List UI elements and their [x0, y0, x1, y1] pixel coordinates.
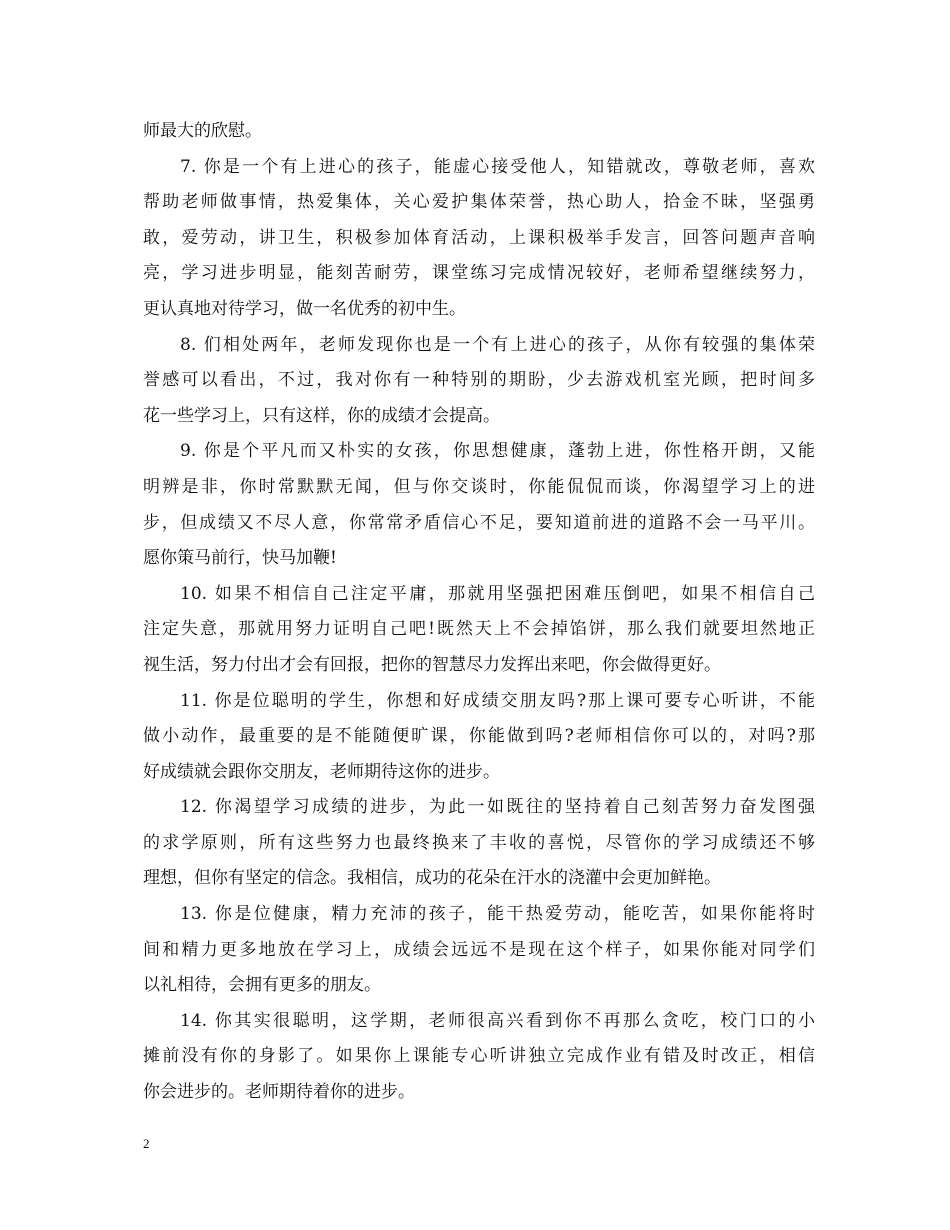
text-line: 以礼相待，会拥有更多的朋友。 [143, 975, 381, 996]
text-line: 花一些学习上，只有这样，你的成绩才会提高。 [143, 405, 500, 426]
text-line: 11. 你是位聪明的学生，你想和好成绩交朋友吗?那上课可要专心听讲，不能 [180, 690, 815, 711]
text-line: 视生活，努力付出才会有回报，把你的智慧尽力发挥出来吧，你会做得更好。 [143, 654, 721, 675]
text-line: 14. 你其实很聪明，这学期，老师很高兴看到你不再那么贪吃，校门口的小 [180, 1010, 815, 1031]
text-line: 13. 你是位健康，精力充沛的孩子，能干热爱劳动，能吃苦，如果你能将时 [180, 904, 815, 925]
text-line: 摊前没有你的身影了。如果你上课能专心听讲独立完成作业有错及时改正，相信 [143, 1046, 815, 1067]
text-line: 敢，爱劳动，讲卫生，积极参加体育活动，上课积极举手发言，回答问题声音响 [143, 227, 815, 248]
text-line: 亮，学习进步明显，能刻苦耐劳，课堂练习完成情况较好，老师希望继续努力， [143, 263, 815, 284]
text-line: 做小动作，最重要的是不能随便旷课，你能做到吗?老师相信你可以的，对吗?那 [143, 726, 815, 747]
text-line: 帮助老师做事情，热爱集体，关心爱护集体荣誉，热心助人，拾金不昧，坚强勇 [143, 192, 815, 213]
text-line: 你会进步的。老师期待着你的进步。 [143, 1082, 415, 1103]
text-line: 10. 如果不相信自己注定平庸，那就用坚强把困难压倒吧，如果不相信自己 [180, 583, 815, 604]
text-line: 明辨是非，你时常默默无闻，但与你交谈时，你能侃侃而谈，你渴望学习上的进 [143, 476, 815, 497]
document-body [143, 114, 815, 1111]
text-line: 好成绩就会跟你交朋友，老师期待这你的进步。 [143, 761, 500, 782]
text-line: 理想，但你有坚定的信念。我相信，成功的花朵在汗水的浇灌中会更加鲜艳。 [143, 868, 721, 889]
text-line: 7. 你是一个有上进心的孩子，能虚心接受他人，知错就改，尊敬老师，喜欢 [180, 156, 815, 177]
text-line: 誉感可以看出，不过，我对你有一种特别的期盼，少去游戏机室光顾，把时间多 [143, 370, 815, 391]
text-line: 注定失意，那就用努力证明自己吧!既然天上不会掉馅饼，那么我们就要坦然地正 [143, 619, 815, 640]
text-line: 步，但成绩又不尽人意，你常常矛盾信心不足，要知道前进的道路不会一马平川。 [143, 512, 815, 533]
text-line: 9. 你是个平凡而又朴实的女孩，你思想健康，蓬勃上进，你性格开朗，又能 [180, 441, 815, 462]
text-line: 的求学原则，所有这些努力也最终换来了丰收的喜悦，尽管你的学习成绩还不够 [143, 832, 815, 853]
page-number: 2 [143, 1136, 150, 1151]
text-line: 12. 你渴望学习成绩的进步，为此一如既往的坚持着自己刻苦努力奋发图强 [180, 797, 815, 818]
text-line: 愿你策马前行，快马加鞭! [143, 548, 337, 569]
text-line: 更认真地对待学习，做一名优秀的初中生。 [143, 298, 466, 319]
text-line: 8. 们相处两年，老师发现你也是一个有上进心的孩子，从你有较强的集体荣 [180, 334, 815, 355]
text-line: 师最大的欣慰。 [143, 121, 262, 141]
text-line: 间和精力更多地放在学习上，成绩会远远不是现在这个样子，如果你能对同学们 [143, 939, 815, 960]
